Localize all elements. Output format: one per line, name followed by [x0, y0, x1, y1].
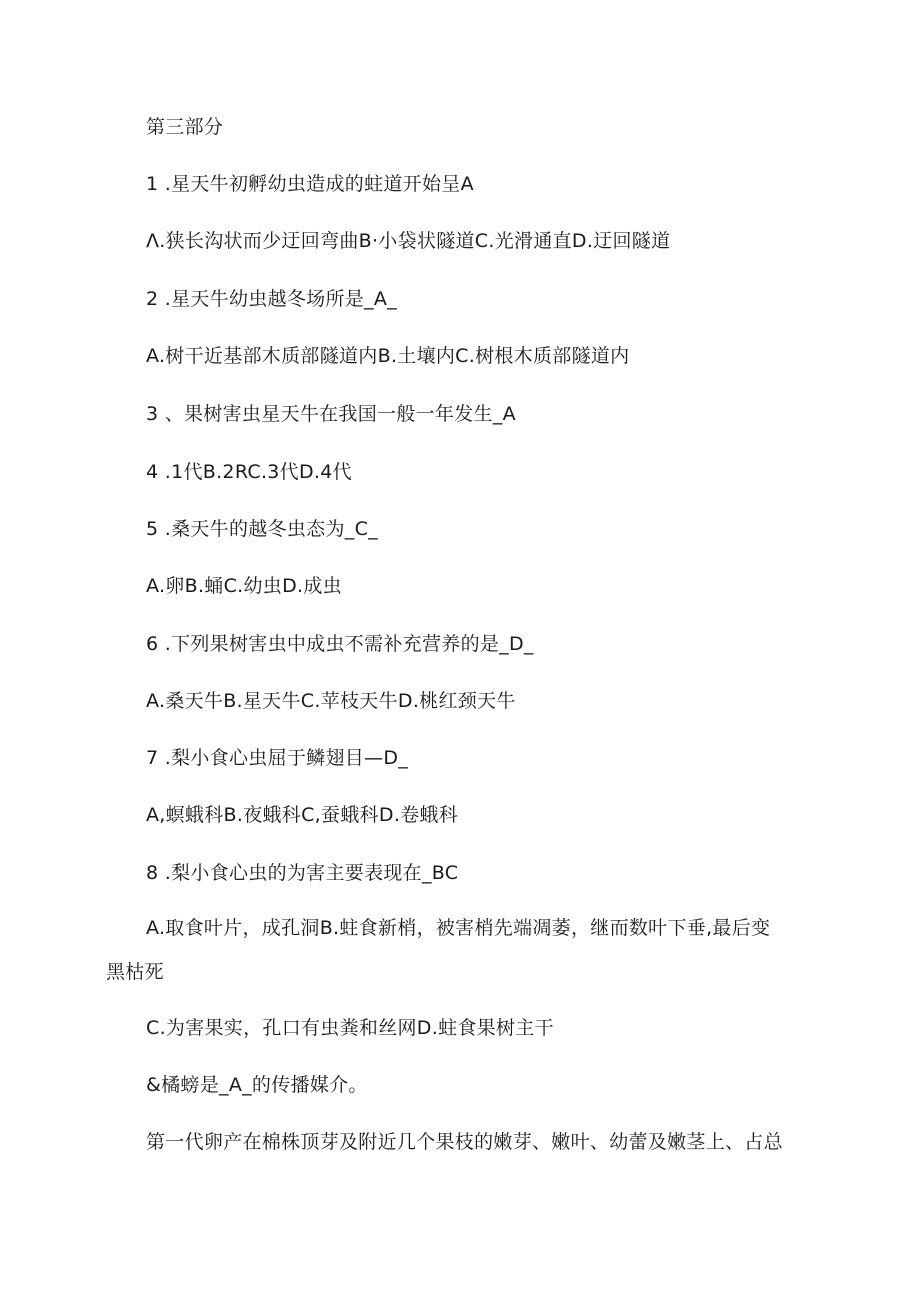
question-8: 8 .梨小食心虫的为害主要表现在_BC [146, 862, 459, 884]
question-8-options-ab: A.取食叶片，成孔洞B.蛀食新梢，被害梢先端凋萎，继而数叶下垂,最后变 [146, 917, 771, 939]
question-2-options: A.树干近基部木质部隧道内B.土壤内C.树根木质部隧道内 [146, 345, 630, 367]
question-5: 5 .桑天牛的越冬虫态为_C_ [146, 518, 378, 540]
question-7: 7 .梨小食心虫屈于鳞翅目—D_ [146, 747, 409, 769]
question-1-options: Λ.狭长沟状而少迂回弯曲B·小袋状隧道C.光滑通直D.迂回隧道 [146, 230, 671, 252]
question-6-options: A.桑天牛B.星天牛C.苹枝天牛D.桃红颈天牛 [146, 690, 516, 712]
question-6: 6 .下列果树害虫中成虫不需补充营养的是_D_ [146, 633, 534, 655]
question-1: 1 .星天牛初孵幼虫造成的蛀道开始呈A [146, 173, 474, 195]
question-2: 2 .星天牛幼虫越冬场所是_A_ [146, 288, 397, 310]
question-8-options-cd: C.为害果实，孔口有虫粪和丝网D.蛀食果树主干 [146, 1017, 554, 1039]
paragraph-text: 第一代卵产在棉株顶芽及附近几个果枝的嫩芽、嫩叶、幼蕾及嫩茎上、占总 [146, 1131, 783, 1153]
question-3: 3 、果树害虫星天牛在我国一般一年发生_A [146, 403, 516, 425]
section-title: 第三部分 [146, 116, 224, 138]
question-3-options: 4 .1代B.2RC.3代D.4代 [146, 461, 352, 483]
question-9: &橘螃是_A_的传播媒介。 [146, 1074, 368, 1096]
question-7-options: A,螟蛾科B.夜蛾科C,蚕蛾科D.卷蛾科 [146, 804, 459, 826]
question-8-options-ab-continued: 黑枯死 [106, 961, 164, 983]
question-5-options: A.卵B.蛹C.幼虫D.成虫 [146, 575, 342, 597]
